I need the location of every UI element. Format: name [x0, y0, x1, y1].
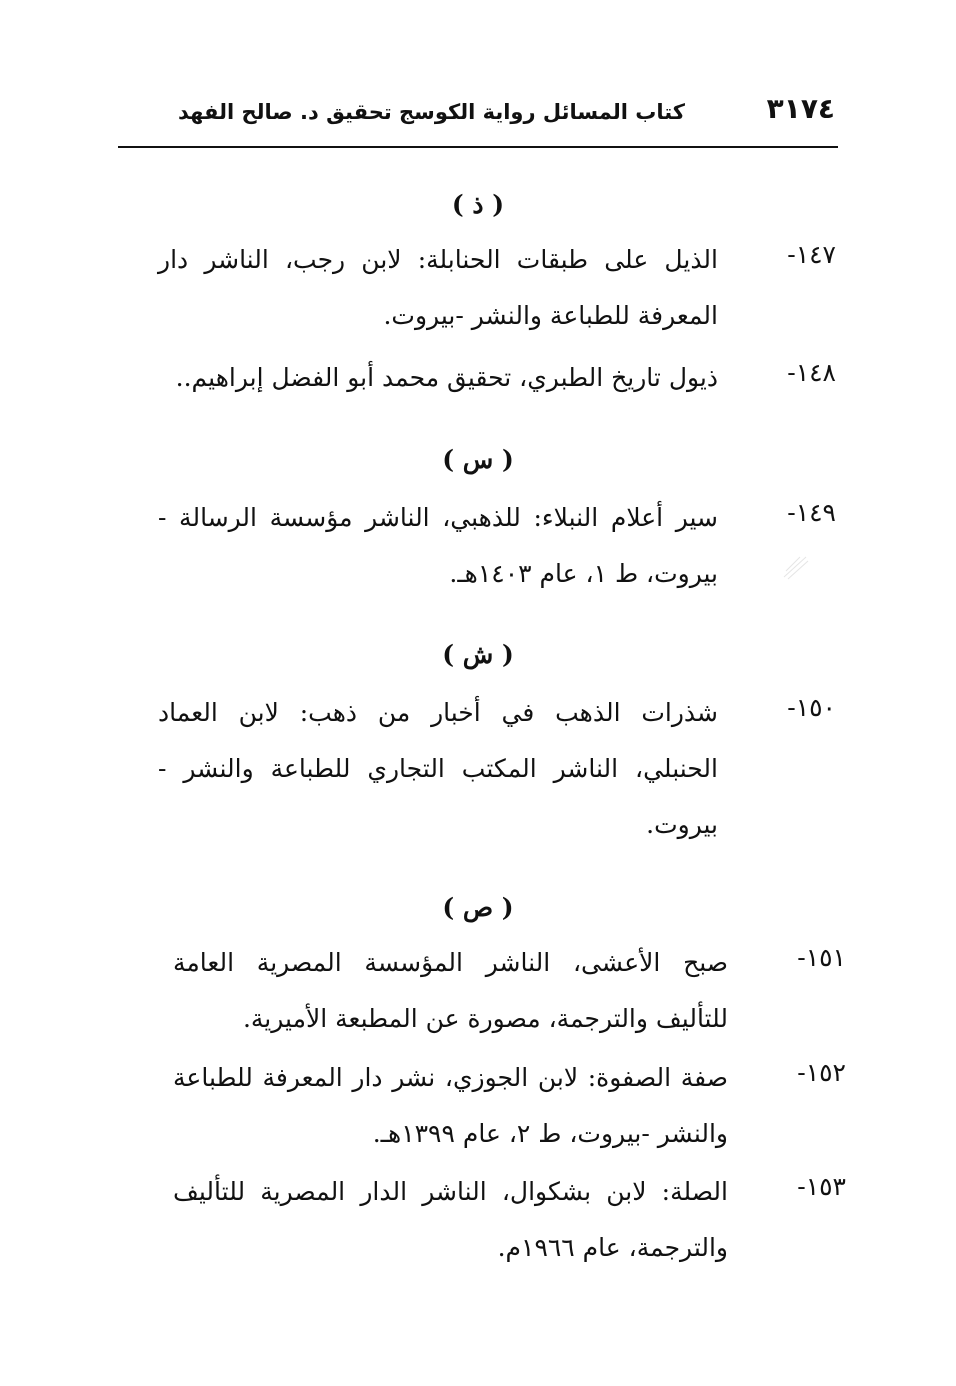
page-header	[120, 92, 835, 142]
entry-number: ١٥٣-	[797, 1172, 846, 1201]
bibliography-entry-150	[116, 693, 836, 839]
page-number: ٣١٧٤	[766, 92, 835, 125]
section-letter-dhal: ( ذ )	[451, 190, 505, 219]
entry-number: ١٤٨-	[787, 358, 836, 387]
header-rule	[118, 146, 838, 148]
entry-text: سير أعلام النبلاء: للذهبي، الناشر مؤسسة الرسالة - بيروت، ط ١، عام ١٤٠٣هـ.	[158, 503, 718, 588]
bibliography-entry-147	[116, 240, 836, 330]
entry-number: ١٥٢-	[797, 1058, 846, 1087]
bibliography-entry-151	[126, 943, 846, 1033]
running-title: كتاب المسائل رواية الكوسج تحقيق د. صالح الفهد	[178, 100, 685, 124]
entry-number: ١٥٠-	[787, 693, 836, 722]
entry-number: ١٤٩-	[787, 498, 836, 527]
entry-number: ١٥١-	[797, 943, 846, 972]
entry-number: ١٤٧-	[787, 240, 836, 269]
entry-text: شذرات الذهب في أخبار من ذهب: لابن العماد الحنبلي، الناشر المكتب التجاري للطباعة والنشر - بيروت.	[158, 698, 718, 839]
entry-text: ذيول تاريخ الطبري، تحقيق محمد أبو الفضل إبراهيم..	[175, 363, 718, 392]
bibliography-entry-149	[116, 498, 836, 588]
section-letter-sheen: ( ش )	[442, 640, 514, 669]
bibliography-entry-153	[126, 1172, 846, 1262]
section-letter-sad: ( ص )	[442, 893, 514, 922]
section-letter-seen: ( س )	[442, 445, 514, 474]
entry-text: الذيل على طبقات الحنابلة: لابن رجب، الناشر دار المعرفة للطباعة والنشر -بيروت.	[158, 245, 718, 330]
bibliography-entry-152	[126, 1058, 846, 1148]
entry-text: صفة الصفوة: لابن الجوزي، نشر دار المعرفة للطباعة والنشر -بيروت، ط ٢، عام ١٣٩٩هـ.	[173, 1063, 728, 1148]
entry-text: الصلة: لابن بشكوال، الناشر الدار المصرية للتأليف والترجمة، عام ١٩٦٦م.	[173, 1177, 728, 1262]
entry-text: صبح الأعشى، الناشر المؤسسة المصرية العامة للتأليف والترجمة، مصورة عن المطبعة الأميرية.	[173, 948, 728, 1033]
bibliography-entry-148	[116, 358, 836, 398]
scan-artifact-icon	[782, 553, 810, 581]
